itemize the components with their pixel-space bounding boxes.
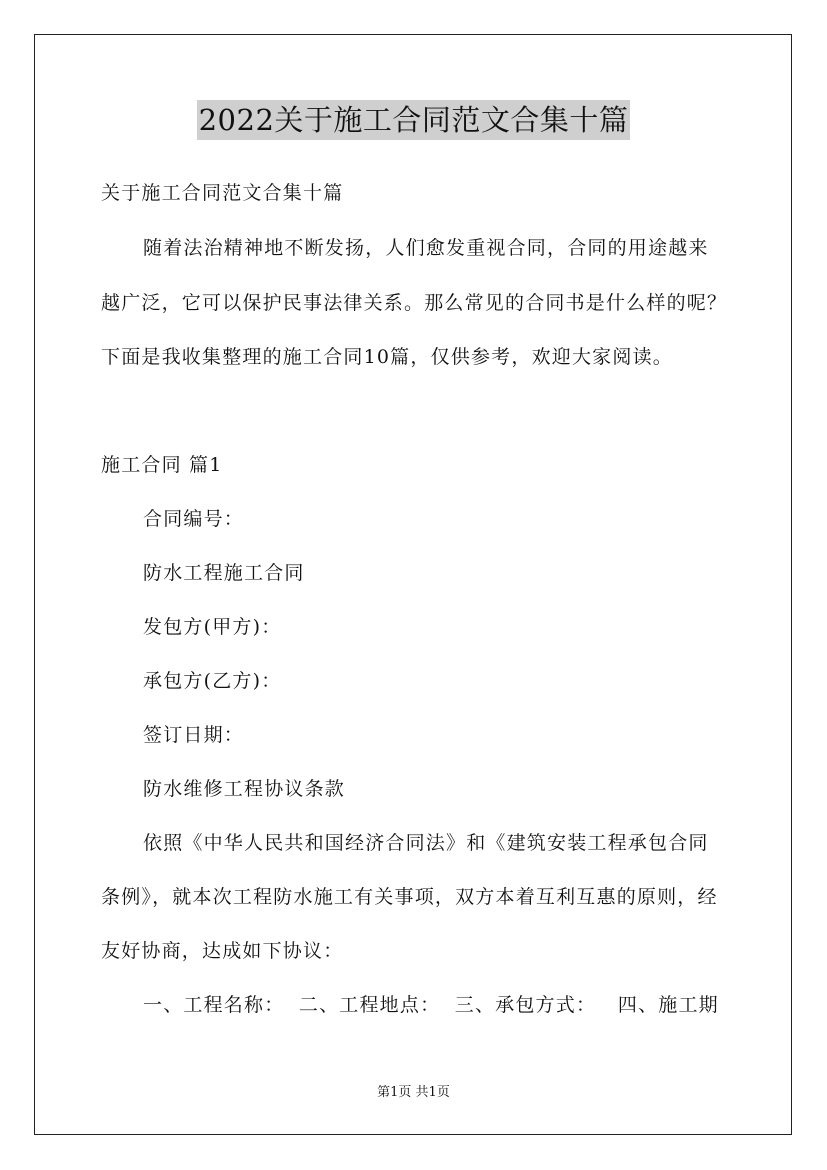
page-footer: 第1页 共1页	[377, 1085, 450, 1100]
intro-line-3: 下面是我收集整理的施工合同10篇，仅供参考，欢迎大家阅读。	[101, 346, 673, 368]
body-line-2: 条例》，就本次工程防水施工有关事项，双方本着互利互惠的原则，经	[101, 886, 718, 908]
intro-line-2: 越广泛，它可以保护民事法律关系。那么常见的合同书是什么样的呢？	[101, 292, 728, 314]
body-line-1: 依照《中华人民共和国经济合同法》和《建筑安装工程承包合同	[143, 832, 709, 854]
field-party-a: 发包方(甲方)：	[143, 616, 282, 638]
title-container	[0, 100, 827, 140]
document-subtitle: 关于施工合同范文合集十篇	[101, 182, 344, 204]
section-heading: 施工合同 篇1	[101, 454, 223, 476]
intro-line-1: 随着法治精神地不断发扬，人们愈发重视合同，合同的用途越来	[143, 237, 709, 259]
field-contract-number: 合同编号：	[143, 508, 245, 530]
field-contract-title: 防水工程施工合同	[143, 562, 305, 584]
body-line-3: 友好协商，达成如下协议：	[101, 940, 344, 962]
field-sign-date: 签订日期：	[143, 724, 245, 746]
field-terms-heading: 防水维修工程协议条款	[143, 778, 346, 800]
clauses-line: 一、工程名称： 二、工程地点： 三、承包方式： 四、施工期	[143, 994, 719, 1016]
document-title: 2022关于施工合同范文合集十篇	[197, 100, 631, 140]
field-party-b: 承包方(乙方)：	[143, 670, 282, 692]
